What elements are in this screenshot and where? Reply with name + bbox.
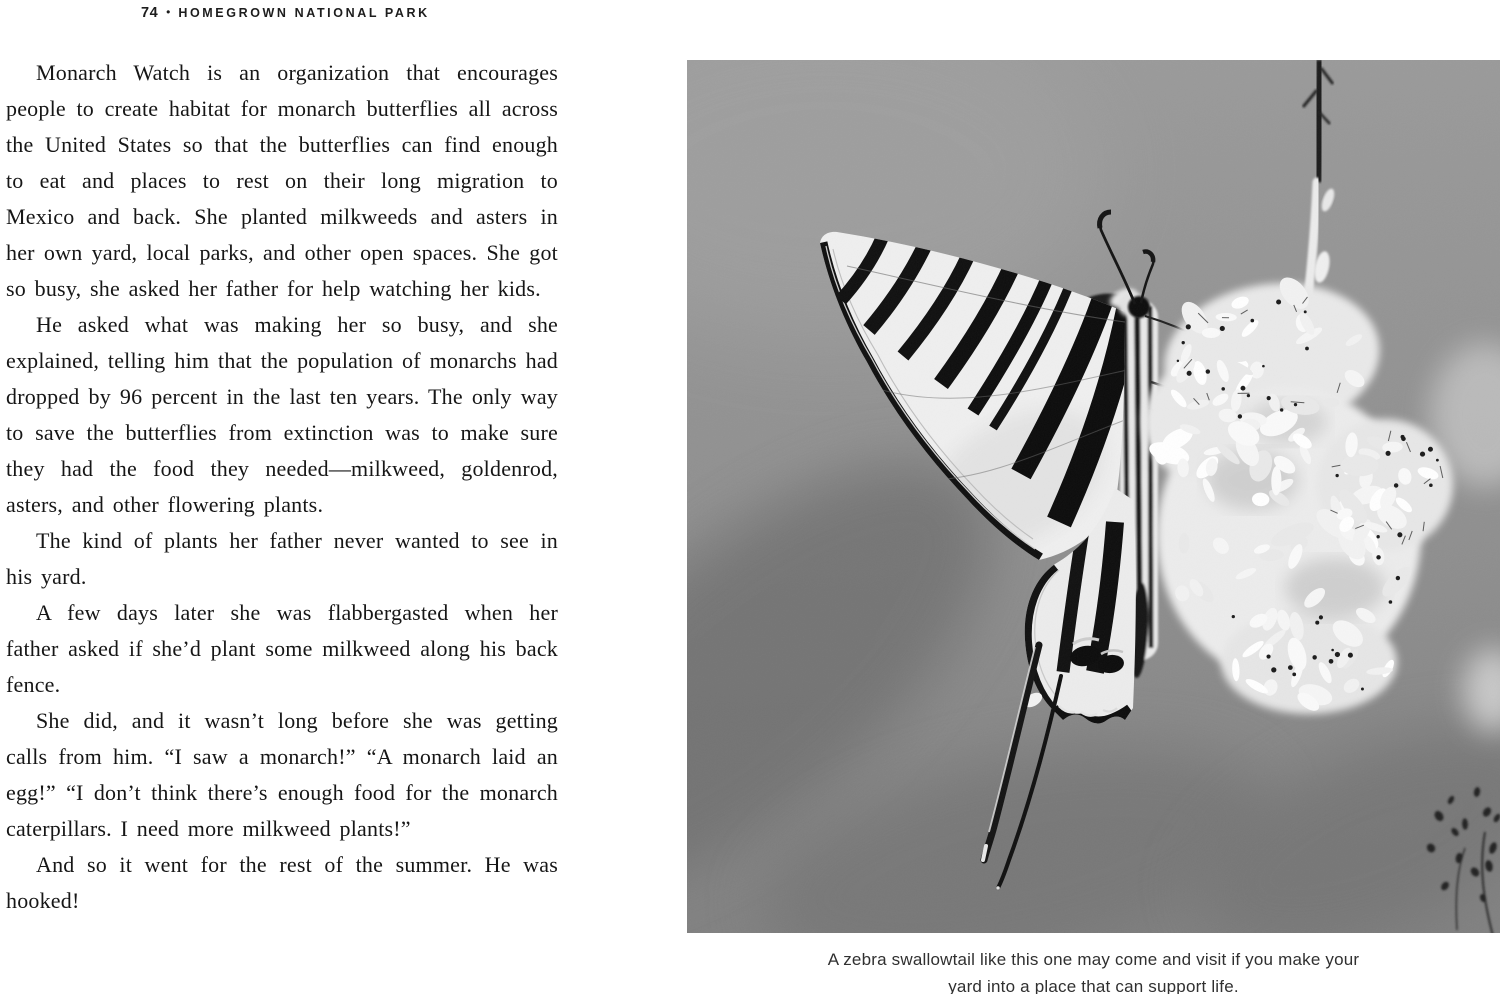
running-header — [141, 5, 430, 21]
paragraph: Monarch Watch is an organization that encourages people to create habitat for monarch butterflies all across the United States so that the butterflies can find enough to eat and places to rest on their long migration to Mexico and back. She planted milkweeds and asters in her own yard, local parks, and other open spaces. She got so busy, she asked her father for help watching her kids. — [6, 60, 558, 301]
paragraph: She did, and it wasn’t long before she was getting calls from him. “I saw a monarch!” “A monarch laid an egg!” “I don’t think there’s enough food for the monarch caterpillars. I need more milkweed plants!” — [6, 708, 558, 841]
header-separator-dot: • — [166, 5, 171, 19]
book-title: HOMEGROWN NATIONAL PARK — [178, 6, 430, 20]
photo-caption — [687, 946, 1500, 994]
caption-line-1: A zebra swallowtail like this one may come and visit if you make your — [827, 950, 1360, 969]
paragraph: And so it went for the rest of the summer. He was hooked! — [6, 852, 558, 913]
paragraph: A few days later she was flabbergasted when her father asked if she’d plant some milkweed along his back fence. — [6, 600, 558, 697]
paragraph: He asked what was making her so busy, and she explained, telling him that the population of monarchs had dropped by 96 percent in the last ten years. The only way to save the butterflies from extinction was to make sure they had the food they needed—milkweed, goldenrod, asters, and other flowering plants. — [6, 312, 558, 517]
caption-line-2: yard into a place that can support life. — [948, 977, 1239, 994]
page-number: 74 — [141, 5, 159, 21]
photo-grain — [687, 60, 1500, 933]
paragraph: The kind of plants her father never wanted to see in his yard. — [6, 528, 558, 589]
body-text-column — [6, 55, 558, 919]
butterfly-photo — [687, 60, 1500, 933]
butterfly-photo-art — [687, 60, 1500, 933]
